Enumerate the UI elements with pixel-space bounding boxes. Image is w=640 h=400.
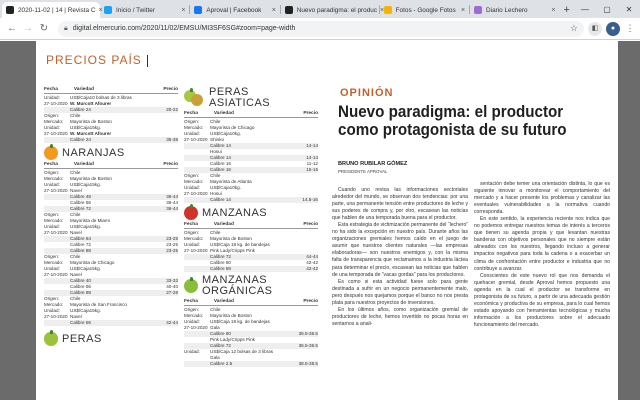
price-row-variety: Calibre 14 bbox=[210, 197, 231, 202]
price-row-variety: Navel bbox=[70, 314, 82, 319]
manzanas-organicas-heading bbox=[184, 275, 318, 297]
price-table-header bbox=[44, 162, 178, 169]
back-arrow-icon[interactable]: ← bbox=[7, 22, 17, 34]
close-tab-icon[interactable]: × bbox=[271, 6, 276, 14]
orange-fruit-icon bbox=[44, 146, 58, 160]
lock-icon: 🔒︎ bbox=[64, 24, 68, 32]
price-row-variety: Calibre 56 bbox=[70, 320, 91, 325]
extension-icon[interactable]: ◧ bbox=[588, 22, 602, 36]
price-row-label: Unidad: bbox=[44, 182, 60, 187]
viewer-background-left bbox=[0, 41, 36, 400]
price-row-variety: Mayorista de Boston bbox=[70, 119, 112, 124]
price-row-value: 40-40 bbox=[166, 284, 178, 289]
price-row-variety: US$/Caja 12 bolsas de 3 libras bbox=[210, 349, 274, 354]
reload-icon[interactable]: ↻ bbox=[39, 22, 49, 34]
price-row-label: Origen: bbox=[44, 113, 60, 118]
price-row-value: 35-38 bbox=[166, 137, 178, 142]
price-row-variety: Mayorista de Miami bbox=[70, 218, 110, 223]
peras-asiaticas-rows bbox=[184, 119, 318, 203]
price-row-value: 44-44 bbox=[306, 254, 318, 259]
price-row-label: 27-10-2020 bbox=[44, 131, 68, 136]
browser-tab[interactable] bbox=[2, 2, 103, 18]
profile-avatar-icon[interactable]: ● bbox=[606, 22, 620, 36]
peras-asiaticas-heading bbox=[184, 87, 318, 109]
close-window-icon[interactable]: ✕ bbox=[625, 4, 633, 14]
price-row-variety: Calibre 14 bbox=[210, 143, 231, 148]
price-row-value: 42-42 bbox=[306, 266, 318, 271]
minimize-icon[interactable]: — bbox=[581, 4, 589, 14]
tab-title: Aproval | Facebook bbox=[206, 6, 262, 14]
price-row-value: 11-12 bbox=[306, 161, 318, 166]
price-row-variety: Chile bbox=[70, 212, 81, 217]
price-row-label bbox=[44, 137, 70, 143]
page-icon bbox=[474, 6, 482, 14]
article-headline: Nuevo paradigma: el productor como protagonista de su futuro bbox=[338, 103, 567, 139]
price-column-1 bbox=[44, 87, 178, 348]
price-row-label: Mercado: bbox=[184, 313, 204, 318]
price-row-label bbox=[184, 266, 210, 272]
price-row-label: 27-10-2020 bbox=[184, 325, 208, 330]
header-precio: Precio bbox=[163, 87, 178, 92]
price-row-label: Origen: bbox=[184, 119, 200, 124]
price-row-variety: Mayorista de Atlanta bbox=[210, 179, 252, 184]
price-row-label: Mercado: bbox=[44, 176, 64, 181]
price-row-variety: Chile bbox=[70, 170, 81, 175]
price-row-variety: Calibre 2.5 bbox=[210, 361, 233, 366]
price-row-variety: US$/Caja15kg. bbox=[70, 266, 101, 271]
apple-fruit-icon bbox=[184, 206, 198, 220]
manzanas-heading bbox=[184, 206, 318, 220]
price-row-variety: Calibre 88 bbox=[70, 290, 91, 295]
price-row-label: Mercado: bbox=[44, 218, 64, 223]
forward-arrow-icon[interactable]: → bbox=[23, 22, 33, 34]
price-table-header bbox=[44, 87, 178, 94]
price-row-variety: Navel bbox=[70, 188, 82, 193]
title-divider bbox=[147, 55, 148, 67]
photos-icon bbox=[384, 6, 392, 14]
price-row-value: 42-44 bbox=[166, 320, 178, 325]
price-row-label: Mercado: bbox=[44, 260, 64, 265]
browser-tab[interactable] bbox=[470, 2, 559, 18]
menu-kebab-icon[interactable]: ⋮ bbox=[625, 23, 635, 33]
price-row-label bbox=[44, 320, 70, 326]
price-row-variety: Chile bbox=[210, 173, 221, 178]
price-row-variety: Calibre 24 bbox=[70, 137, 91, 142]
price-row-value: 27-28 bbox=[166, 290, 178, 295]
price-row-value: 15-16 bbox=[306, 167, 318, 172]
tab-strip bbox=[0, 0, 640, 18]
facebook-icon bbox=[194, 6, 202, 14]
article-author-title: PRESIDENTE APROVAL bbox=[338, 169, 388, 174]
price-row-variety: US$/Caja 18 kg. de bandejas bbox=[210, 319, 270, 324]
browser-tab[interactable] bbox=[100, 2, 189, 18]
price-row-variety: Calibre 80 bbox=[210, 260, 231, 265]
price-row-value: 42-42 bbox=[306, 260, 318, 265]
price-row-label: Unidad: bbox=[184, 242, 200, 247]
price-row-variety: US$/Caja10kg. bbox=[210, 131, 241, 136]
price-row-variety: Calibre 88 bbox=[210, 266, 231, 271]
price-row-variety: Calibre 16 bbox=[210, 167, 231, 172]
new-tab-icon[interactable]: + bbox=[563, 4, 570, 16]
price-row-variety: Navel bbox=[70, 272, 82, 277]
price-row-value: 36-44 bbox=[166, 200, 178, 205]
browser-tab[interactable] bbox=[281, 2, 385, 18]
price-row-variety: Calibre 88 bbox=[70, 248, 91, 253]
price-row-value: 14.5-16 bbox=[302, 197, 318, 202]
price-row bbox=[184, 266, 318, 272]
price-row-variety: W. Murcott Afourer bbox=[70, 101, 112, 106]
header-precio: Precio bbox=[303, 111, 318, 116]
price-column-2 bbox=[184, 87, 318, 367]
price-row-label: 27-10-2020 bbox=[44, 314, 68, 319]
price-row-variety: Calibre 72 bbox=[70, 206, 91, 211]
price-row-variety: Chile bbox=[210, 119, 221, 124]
naranjas-heading bbox=[44, 146, 178, 160]
header-variedad: Variedad bbox=[73, 162, 94, 167]
price-row-label: Mercado: bbox=[44, 119, 64, 124]
article-paragraph: En este sentido, la experiencia reciente nos indica que no podemos entregar nuestros temas de interés a terceros que tienen su agenda propia y que levantan nuestras banderas con objetivos personales que no siempre están alineados con los nuestros, llegando incluso a generar impactos negativos para toda la cadena o a exacerbar un clima de confrontación entre productor e industria que no contribuye a avanzar. bbox=[474, 216, 610, 272]
price-row-label: 27-10-2020 bbox=[44, 230, 68, 235]
price-row-label: Unidad: bbox=[44, 224, 60, 229]
price-row-label: Origen: bbox=[44, 254, 60, 259]
price-row-label: Unidad: bbox=[184, 185, 200, 190]
price-row-variety: Gala bbox=[210, 325, 220, 330]
price-row-variety: Mayorista de Chicago bbox=[70, 260, 115, 265]
price-row-variety: Calibre 40 bbox=[70, 278, 91, 283]
price-table-header bbox=[184, 111, 318, 118]
price-row-value: 38.5-38.5 bbox=[298, 361, 318, 366]
price-row-variety: Calibre 80 bbox=[210, 331, 231, 336]
price-row-label: Unidad: bbox=[184, 319, 200, 324]
price-row-variety: Calibre 48 bbox=[70, 194, 91, 199]
section-title bbox=[46, 53, 148, 67]
article-column-2 bbox=[474, 181, 610, 329]
newspaper-icon bbox=[6, 6, 14, 14]
header-fecha: Fecha bbox=[184, 111, 198, 116]
page-viewport bbox=[0, 41, 640, 400]
manzanas-organicas-rows bbox=[184, 307, 318, 367]
article-kicker: OPINIÓN bbox=[340, 87, 394, 99]
price-row-label bbox=[184, 361, 210, 367]
header-precio: Precio bbox=[303, 299, 318, 304]
price-row-label: Unidad: bbox=[184, 131, 200, 136]
section-title-text: PRECIOS PAÍS bbox=[46, 53, 142, 67]
price-row-variety: Calibre 14 bbox=[210, 155, 231, 160]
price-row-label: Unidad: bbox=[44, 95, 60, 100]
manzanas-title: MANZANAS bbox=[202, 206, 268, 219]
price-row-label bbox=[184, 197, 210, 203]
close-tab-icon[interactable]: × bbox=[98, 6, 103, 14]
price-row-variety: Mayorista de Boston bbox=[210, 236, 252, 241]
article-author: BRUNO RUBILAR GÓMEZ bbox=[338, 161, 408, 167]
price-row-variety: Hosui bbox=[210, 191, 222, 196]
price-row-variety: Calibre 72 bbox=[210, 343, 231, 348]
price-row-variety: US$/Caja 18 kg. de bandejas bbox=[210, 242, 270, 247]
peras-title: PERAS bbox=[62, 332, 102, 345]
peras-heading bbox=[44, 332, 178, 346]
viewer-background-right bbox=[618, 41, 640, 400]
close-tab-icon[interactable]: × bbox=[461, 6, 466, 14]
article-paragraph: Cuando uno revisa las informaciones sectoriales alrededor del mundo, se observan dos tendencias: por una parte, una permanente tensión entre productores de leche y sus poderes de compra y, por otro, escasean las noticias que hablen de una temporada buena para el productor. bbox=[332, 187, 468, 222]
twitter-icon bbox=[104, 6, 112, 14]
price-row-variety: Chile bbox=[210, 307, 221, 312]
price-row-variety: Calibre 72 bbox=[210, 254, 231, 259]
pear-fruit-icon bbox=[44, 332, 58, 346]
newspaper-icon bbox=[285, 6, 293, 14]
price-row-label: Mercado: bbox=[184, 125, 204, 130]
newspaper-page bbox=[36, 41, 618, 400]
price-row-variety: Mayorista de Boston bbox=[210, 313, 252, 318]
price-row-label: Origen: bbox=[184, 230, 200, 235]
price-row-variety: Shinko bbox=[210, 137, 225, 142]
price-row-value: 36.5-36.5 bbox=[298, 331, 318, 336]
price-row bbox=[44, 137, 178, 143]
price-row-label: Unidad: bbox=[44, 308, 60, 313]
price-row-variety: Mayorista de San Francisco bbox=[70, 302, 127, 307]
naranjas-rows bbox=[44, 170, 178, 326]
tab-title: 2020-11-02 | 14 | Revista C bbox=[18, 6, 96, 14]
price-row-variety: Pink Lady/Cripps Pink bbox=[210, 337, 255, 342]
price-row bbox=[184, 361, 318, 367]
price-row bbox=[44, 320, 178, 326]
price-row-variety: Chile bbox=[70, 296, 81, 301]
green-apple-icon bbox=[184, 279, 198, 293]
tab-title: Fotos - Google Fotos bbox=[395, 6, 456, 14]
price-row-label: Origen: bbox=[44, 170, 60, 175]
price-row-variety: US$/Caja15kg. bbox=[70, 224, 101, 229]
header-precio: Precio bbox=[163, 162, 178, 167]
browser-tab[interactable] bbox=[190, 2, 279, 18]
close-tab-icon[interactable]: × bbox=[181, 6, 186, 14]
price-row-variety: Chile bbox=[210, 230, 221, 235]
bookmark-star-icon[interactable]: ☆ bbox=[569, 23, 578, 33]
browser-toolbar bbox=[0, 18, 640, 40]
article-column-1 bbox=[332, 187, 468, 328]
manzanas-organicas-title-line1: MANZANAS bbox=[202, 274, 268, 286]
price-row-variety: Hosui bbox=[210, 149, 222, 154]
tab-title: Nuevo paradigma: el produc bbox=[296, 6, 378, 14]
price-row-variety: US$/Caja10 bolsas de 3 libras bbox=[70, 95, 132, 100]
price-row-variety: Calibre 72 bbox=[70, 242, 91, 247]
mandarinas-rows bbox=[44, 95, 178, 143]
price-row-variety: Pink Lady/Cripps Pink bbox=[210, 248, 255, 253]
price-row-value: 23-25 bbox=[166, 248, 178, 253]
article-paragraph: En los últimos años, como organización gremial de productores de leche, hemos invertido no pocas horas en sentarnos a anali- bbox=[332, 306, 468, 327]
price-row-variety: Calibre 24 bbox=[70, 107, 91, 112]
price-row-label: Origen: bbox=[44, 212, 60, 217]
price-row-variety: US$/Caja15kg. bbox=[70, 308, 101, 313]
price-row-variety: Calibre 56 bbox=[70, 284, 91, 289]
header-variedad: Variedad bbox=[213, 222, 234, 227]
article-paragraph: Es como si esta actividad fuese solo para gente destinada a sufrir en un negocio permanentemente malo, pero después nos quejamos porque el banco no nos presta plata para nuestros proyectos de inversiones. bbox=[332, 278, 468, 306]
price-row-variety: W. Murcott Afourer bbox=[70, 131, 112, 136]
price-row-label: 27-10-2020 bbox=[44, 188, 68, 193]
price-row-variety: Calibre 64 bbox=[70, 236, 91, 241]
price-row-variety: Chile bbox=[70, 254, 81, 259]
price-row-value: 20-22 bbox=[166, 107, 178, 112]
price-row-label: Mercado: bbox=[184, 179, 204, 184]
manzanas-rows bbox=[184, 230, 318, 272]
header-variedad: Variedad bbox=[73, 87, 94, 92]
header-variedad: Variedad bbox=[213, 111, 234, 116]
price-row-value: 36.5-36.5 bbox=[298, 343, 318, 348]
price-row-variety: Mayorista de Chicago bbox=[210, 125, 255, 130]
price-row-label: Unidad: bbox=[184, 349, 200, 354]
header-fecha: Fecha bbox=[44, 87, 58, 92]
price-row-variety: Gala bbox=[210, 355, 220, 360]
article-paragraph: Conscientes de este nuevo rol que nos demanda el quehacer gremial, desde Aproval hemos propuesto una agenda en la cual el productor se transforme en protagonista de su futuro, a partir de una adecuada gestión económica y productiva de su empresa, para lo cual hemos estado apoyando con herramientas tecnológicas y mucha información a los productores sobre el adecuado funcionamiento del mercado. bbox=[474, 272, 610, 328]
price-row-label: Origen: bbox=[44, 296, 60, 301]
price-row-value: 36-44 bbox=[166, 206, 178, 211]
price-row-label: Mercado: bbox=[44, 302, 64, 307]
header-variedad: Variedad bbox=[213, 299, 234, 304]
price-row-value: 14-14 bbox=[306, 143, 318, 148]
price-row-value: 33-33 bbox=[166, 278, 178, 283]
price-row-variety: Chile bbox=[70, 113, 81, 118]
header-precio: Precio bbox=[303, 222, 318, 227]
article-paragraph: Esta estrategia de victimización permanente del “lechero” no ha sido la excepción en nuestro país. Durante años las organizaciones gremiales hemos caído en el juego de asumir que nuestros clientes naturales —las empresas elaboradoras— son nuestros enemigos y, con la misma falta de transparencia que reclamamos a la industria láctea para determinar el precio, escasean las noticias que hablen de una temporada de “vacas gordas” para los productores. bbox=[332, 222, 468, 278]
naranjas-title: NARANJAS bbox=[62, 146, 125, 159]
price-row-value: 23-25 bbox=[166, 242, 178, 247]
peras-asiaticas-title-line1: PERAS bbox=[209, 86, 249, 98]
price-row bbox=[184, 197, 318, 203]
price-row-label: 27-10-2020 bbox=[44, 272, 68, 277]
price-row-variety: Calibre 56 bbox=[70, 200, 91, 205]
address-bar[interactable] bbox=[58, 21, 584, 37]
price-row-label: Unidad: bbox=[44, 125, 60, 130]
price-row-label: Unidad: bbox=[44, 266, 60, 271]
price-table-header bbox=[184, 299, 318, 306]
price-row-label: 27-10-2020 bbox=[184, 191, 208, 196]
manzanas-organicas-title-line2: ORGÁNICAS bbox=[202, 285, 273, 297]
price-row-label: Origen: bbox=[184, 173, 200, 178]
close-tab-icon[interactable]: × bbox=[551, 6, 556, 14]
article-paragraph: sentación debe temer una orientación distinta, lo que es siguiente innovar a monitorear el comportamiento del mercado y a hacer presente los problemas y canalizar las eventuales vulnerabilidades a la normativa cuando corresponda. bbox=[474, 181, 610, 216]
price-row-label: Mercado: bbox=[184, 236, 204, 241]
header-fecha: Fecha bbox=[184, 299, 198, 304]
price-row-variety: US$/Caja10kg. bbox=[210, 185, 241, 190]
price-row-label: Origen: bbox=[184, 307, 200, 312]
price-row-variety: Mayorista de Boston bbox=[70, 176, 112, 181]
price-row-variety: US$/Caja15kg. bbox=[70, 182, 101, 187]
url-text: digital.elmercurio.com/2020/11/02/EMSU/MI3SF6SG#zoom=page-width bbox=[72, 25, 296, 32]
price-row-value: 14-14 bbox=[306, 155, 318, 160]
price-row-variety: Navel bbox=[70, 230, 82, 235]
price-row-value: 23-25 bbox=[166, 236, 178, 241]
price-row-label: 27-10-2020 bbox=[184, 248, 208, 253]
price-row-variety: US$/Caja15kg. bbox=[70, 125, 101, 130]
tab-title: Inicio / Twitter bbox=[116, 6, 155, 14]
price-table-header bbox=[184, 222, 318, 229]
header-fecha: Fecha bbox=[44, 162, 58, 167]
price-row-label: 27-10-2020 bbox=[44, 101, 68, 106]
maximize-icon[interactable]: ▢ bbox=[603, 4, 611, 14]
asian-pears-icon bbox=[184, 90, 203, 106]
peras-asiaticas-title-line2: ASIATICAS bbox=[209, 97, 271, 109]
tab-title: Diario Lechero bbox=[486, 6, 528, 14]
close-tab-icon[interactable]: × bbox=[380, 6, 385, 14]
browser-tab[interactable] bbox=[380, 2, 469, 18]
price-row-value: 36-44 bbox=[166, 194, 178, 199]
header-fecha: Fecha bbox=[184, 222, 198, 227]
price-row-label: 27-10-2020 bbox=[184, 137, 208, 142]
price-row-variety: Calibre 16 bbox=[210, 161, 231, 166]
window-controls bbox=[574, 0, 640, 18]
